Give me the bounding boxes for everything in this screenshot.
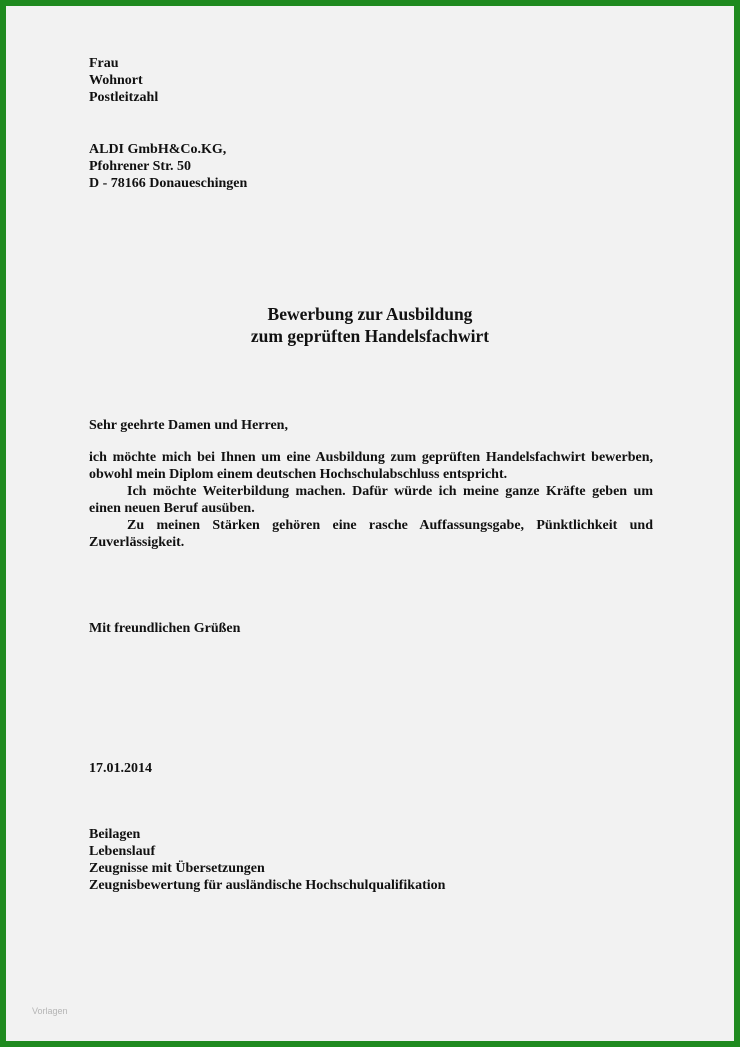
sender-line: Postleitzahl [89, 90, 159, 105]
salutation: Sehr geehrte Damen und Herren, [89, 418, 288, 433]
recipient-line: ALDI GmbH&Co.KG, [89, 142, 227, 157]
attachment-item: Zeugnisse mit Übersetzungen [89, 861, 265, 876]
letter-body [89, 449, 653, 551]
attachments [89, 826, 445, 894]
recipient-line: D - 78166 Donaueschingen [89, 176, 248, 191]
attachment-item: Lebenslauf [89, 844, 156, 859]
letter-page [6, 6, 734, 1041]
recipient-address [89, 141, 247, 192]
sender-address [89, 55, 158, 106]
closing: Mit freundlichen Grüßen [89, 621, 241, 636]
subject-line-2: zum geprüften Handelsfachwirt [250, 326, 490, 346]
body-paragraph-2: Ich möchte Weiterbildung machen. Dafür würde ich meine ganze Kräfte geben um einen neuen Beruf ausüben. [89, 484, 653, 516]
subject-line-1: Bewerbung zur Ausbildung [267, 304, 473, 324]
sender-line: Frau [89, 56, 119, 71]
attachment-item: Zeugnisbewertung für ausländische Hochschulqualifikation [89, 878, 446, 893]
body-paragraph-1: ich möchte mich bei Ihnen um eine Ausbildung zum geprüften Handelsfachwirt bewerben, obwohl mein Diplom einem deutschen Hochschulabschluss entspricht. [89, 450, 653, 482]
attachments-heading: Beilagen [89, 827, 141, 842]
sender-line: Wohnort [89, 73, 143, 88]
watermark: Vorlagen [32, 1006, 68, 1016]
recipient-line: Pfohrener Str. 50 [89, 159, 192, 174]
body-paragraph-3: Zu meinen Stärken gehören eine rasche Auffassungsgabe, Pünktlichkeit und Zuverlässigkeit. [89, 518, 653, 550]
letter-date: 17.01.2014 [89, 761, 152, 776]
